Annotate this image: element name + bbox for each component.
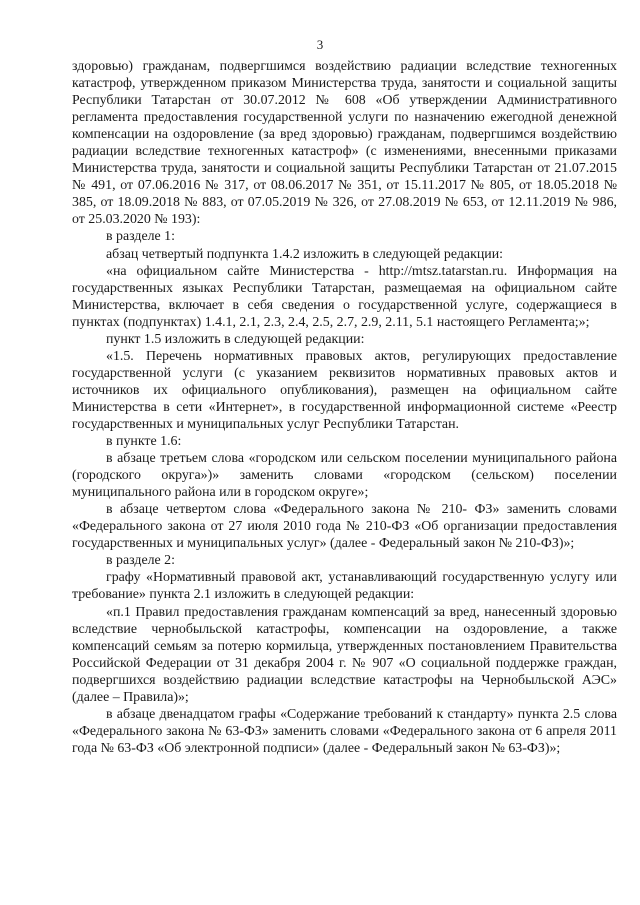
- paragraph-1: здоровью) гражданам, подвергшимся воздействию радиации вследствие техногенных катастроф, утвержденном приказом Министерства труда, занятости и социальной защиты Республики Татарстан от 30.07.2012 № 608 «Об утверждении Административного регламента предоставления государственной услуги по назначению ежегодной денежной компенсации на оздоровление (за вред здоровью) гражданам, подвергшимся воздействию радиации вследствие техногенных катастроф» (с изменениями, внесенными приказами Министерства труда, занятости и социальной защиты Республики Татарстан от 21.07.2015 № 491, от 07.06.2016 № 317, от 08.06.2017 № 351, от 15.11.2017 № 805, от 18.05.2018 № 385, от 18.09.2018 № 883, от 07.05.2019 № 326, от 27.08.2019 № 653, от 12.11.2019 № 986, от 25.03.2020 № 193):: [72, 59, 617, 228]
- paragraph-3: абзац четвертый подпункта 1.4.2 изложить в следующей редакции:: [106, 246, 503, 262]
- paragraph-13: в абзаце двенадцатом графы «Содержание требований к стандарту» пункта 2.5 слова «Федерального закона № 63-ФЗ» заменить словами «Федерального закона от 6 апреля 2011 года № 63-ФЗ «Об электронной подписи» (далее - Федеральный закон № 63-ФЗ)»;: [72, 706, 617, 756]
- paragraph-4: «на официальном сайте Министерства - http://mtsz.tatarstan.ru. Информация на государственных языках Республики Татарстан, размещаемая на официальном сайте Министерства, включает в себя сведения о государственной услуге, содержащиеся в пунктах (подпунктах) 1.4.1, 2.1, 2.3, 2.4, 2.5, 2.7, 2.9, 2.11, 5.1 настоящего Регламента;»;: [72, 263, 617, 330]
- paragraph-10: в разделе 2:: [106, 553, 175, 569]
- paragraph-8: в абзаце третьем слова «городском или сельском поселении муниципального района (городского округа»)» заменить словами «городском (сельском) поселении муниципального района или в городском округе»;: [72, 451, 617, 501]
- paragraph-11: графу «Нормативный правовой акт, устанавливающий государственную услугу или требование» пункта 2.1 изложить в следующей редакции:: [72, 570, 617, 603]
- paragraph-12: «п.1 Правил предоставления гражданам компенсаций за вред, нанесенный здоровью вследствие чернобыльской катастрофы, компенсации на оздоровление, а также компенсаций семьям за потерю кормильца, утвержденных постановлением Правительства Российской Федерации от 31 декабря 2004 г. № 907 «О социальной поддержке граждан, подвергшихся воздействию радиации вследствие катастрофы на Чернобыльской АЭС» (далее – Правила)»;: [72, 604, 617, 705]
- paragraph-2: в разделе 1:: [106, 229, 175, 245]
- paragraph-7: в пункте 1.6:: [106, 434, 182, 450]
- page-number: 3: [316, 37, 324, 52]
- paragraph-6: «1.5. Перечень нормативных правовых актов, регулирующих предоставление государственной услуги (с указанием реквизитов нормативных правовых актов и источников их официального опубликования), размещен на официальном сайте Министерства в сети «Интернет», в государственной информационной системе «Реестр государственных и муниципальных услуг Республики Татарстан.: [72, 348, 617, 432]
- paragraph-5: пункт 1.5 изложить в следующей редакции:: [106, 331, 365, 347]
- paragraph-9: в абзаце четвертом слова «Федерального закона № 210- ФЗ» заменить словами «Федерального закона от 27 июля 2010 года № 210-ФЗ «Об организации предоставления государственных и муниципальных услуг» (далее - Федеральный закон № 210-ФЗ)»;: [72, 502, 617, 552]
- document-body: [72, 58, 617, 757]
